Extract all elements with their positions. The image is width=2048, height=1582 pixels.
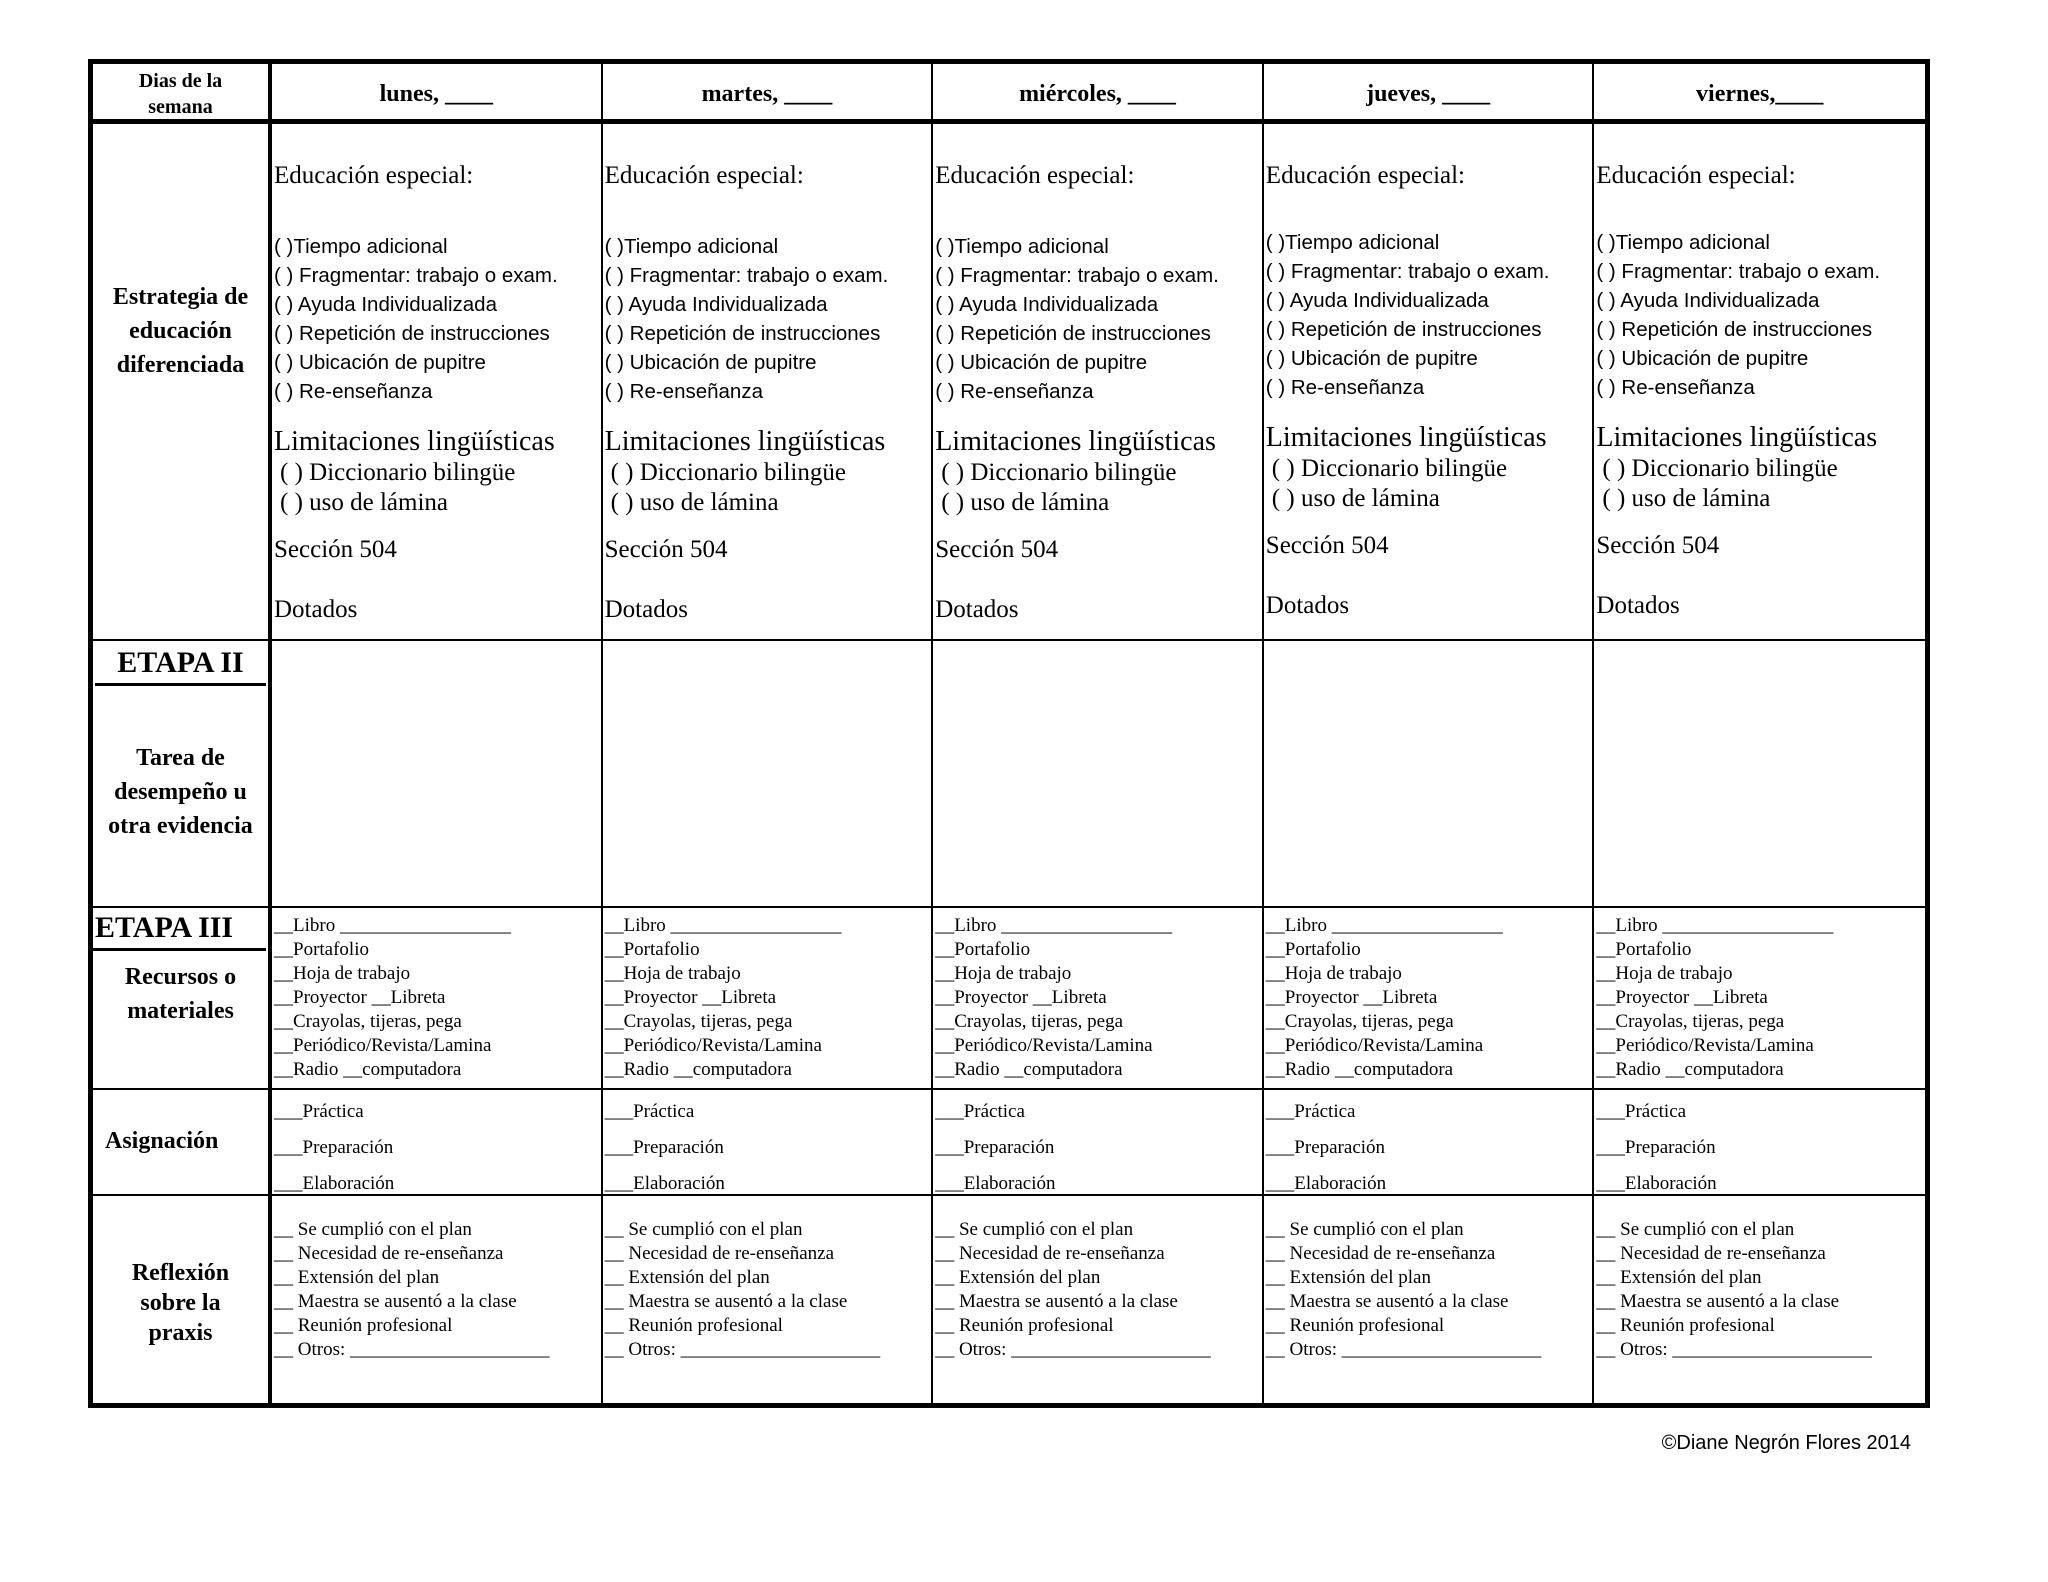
reflection-item[interactable]: __ Extensión del plan (274, 1267, 440, 1288)
language-limitations-heading: Limitaciones lingüísticas (604, 426, 886, 457)
resource-item[interactable]: __Periódico/Revista/Lamina (1596, 1035, 1814, 1056)
language-option[interactable]: ( ) Diccionario bilingüe (941, 459, 1177, 486)
special-education-options (1596, 228, 1880, 402)
task-label-line3: otra evidencia (108, 813, 253, 839)
strategy-option[interactable]: ( ) Repetición de instrucciones (274, 322, 550, 345)
assignment-item[interactable]: ___Práctica (274, 1101, 364, 1122)
strategy-label-line3: diferenciada (116, 352, 245, 378)
etapa-iii-heading: ETAPA III (93, 908, 266, 951)
resource-item[interactable]: __Crayolas, tijeras, pega (1265, 1011, 1454, 1032)
day-title: martes, ____ (701, 81, 833, 107)
task-cell[interactable] (933, 641, 1264, 908)
assignment-item[interactable]: ___Preparación (935, 1137, 1055, 1158)
etapa-ii-heading: ETAPA II (95, 641, 266, 686)
header-corner (93, 64, 272, 124)
resource-item[interactable]: __Portafolio (604, 939, 700, 960)
resource-item[interactable]: __Radio __computadora (1265, 1059, 1454, 1080)
special-education-heading: Educación especial: (604, 162, 804, 189)
task-label-line1: Tarea de (136, 745, 225, 771)
resource-item[interactable]: __Proyector __Libreta (1596, 987, 1768, 1008)
language-option[interactable]: ( ) uso de lámina (610, 489, 779, 516)
gifted-label: Dotados (274, 596, 358, 623)
assignment-item[interactable]: ___Práctica (1265, 1101, 1356, 1122)
strategy-option[interactable]: ( ) Ubicación de pupitre (604, 351, 817, 374)
language-option[interactable]: ( ) Diccionario bilingüe (1602, 455, 1838, 482)
reflection-cell (1594, 1196, 1925, 1403)
assignment-cell (272, 1090, 603, 1196)
resource-item[interactable]: __Radio __computadora (1596, 1059, 1784, 1080)
reflection-cell (933, 1196, 1264, 1403)
resource-item[interactable]: __Radio __computadora (935, 1059, 1123, 1080)
resource-item[interactable]: __Periódico/Revista/Lamina (604, 1035, 822, 1056)
resources-label-cell (93, 908, 272, 1090)
day-header-monday (272, 64, 603, 124)
section-504-label: Sección 504 (935, 536, 1059, 563)
reflection-item[interactable]: __ Otros: _____________________ (1596, 1339, 1872, 1360)
strategy-option[interactable]: ( ) Re-enseñanza (935, 380, 1094, 403)
language-option[interactable]: ( ) uso de lámina (941, 489, 1110, 516)
strategy-option[interactable]: ( )Tiempo adicional (1596, 231, 1770, 254)
reflection-item[interactable]: __ Reunión profesional (1596, 1315, 1775, 1336)
reflection-item[interactable]: __ Necesidad de re-enseñanza (604, 1243, 835, 1264)
reflection-item[interactable]: __ Maestra se ausentó a la clase (604, 1291, 848, 1312)
assignment-item[interactable]: ___Preparación (1596, 1137, 1716, 1158)
assignment-cell (933, 1090, 1264, 1196)
strategy-option[interactable]: ( ) Fragmentar: trabajo o exam. (604, 264, 889, 287)
strategy-cell (1264, 124, 1595, 641)
strategy-option[interactable]: ( )Tiempo adicional (1265, 231, 1440, 254)
resources-label-line2: materiales (127, 998, 234, 1024)
resource-item[interactable]: __Crayolas, tijeras, pega (604, 1011, 793, 1032)
resource-item[interactable]: __Portafolio (1265, 939, 1361, 960)
reflection-item[interactable]: __ Se cumplió con el plan (935, 1219, 1134, 1240)
assignment-item[interactable]: ___Elaboración (1265, 1173, 1387, 1194)
assignment-item[interactable]: ___Elaboración (935, 1173, 1056, 1194)
strategy-option[interactable]: ( ) Ayuda Individualizada (935, 293, 1159, 316)
strategy-cell (1594, 124, 1925, 641)
resources-cell (1594, 908, 1925, 1090)
language-limitations-heading: Limitaciones lingüísticas (274, 426, 555, 457)
resource-item[interactable]: __Periódico/Revista/Lamina (1265, 1035, 1484, 1056)
strategy-option[interactable]: ( ) Fragmentar: trabajo o exam. (935, 264, 1219, 287)
resource-item[interactable]: __Radio __computadora (274, 1059, 462, 1080)
strategy-option[interactable]: ( ) Ayuda Individualizada (1265, 289, 1489, 312)
reflection-item[interactable]: __ Necesidad de re-enseñanza (1596, 1243, 1826, 1264)
resource-item[interactable]: __Crayolas, tijeras, pega (1596, 1011, 1785, 1032)
resource-item[interactable]: __Portafolio (935, 939, 1031, 960)
strategy-option[interactable]: ( ) Repetición de instrucciones (1596, 318, 1873, 341)
day-header-thursday (1264, 64, 1595, 124)
resource-item[interactable]: __Periódico/Revista/Lamina (935, 1035, 1153, 1056)
reflection-item[interactable]: __ Extensión del plan (935, 1267, 1101, 1288)
resource-item[interactable]: __Proyector __Libreta (274, 987, 446, 1008)
strategy-cell (272, 124, 603, 641)
reflection-item[interactable]: __ Otros: _____________________ (604, 1339, 881, 1360)
assignment-label: Asignación (105, 1128, 219, 1154)
language-option[interactable]: ( ) Diccionario bilingüe (610, 459, 846, 486)
day-header-wednesday (933, 64, 1264, 124)
day-header-tuesday (603, 64, 934, 124)
resources-label-line1: Recursos o (124, 964, 237, 990)
resource-item[interactable]: __Libro __________________ (604, 915, 842, 936)
resource-item[interactable]: __Crayolas, tijeras, pega (935, 1011, 1124, 1032)
resource-item[interactable]: __Hoja de trabajo (1596, 963, 1733, 984)
assignment-item[interactable]: ___Preparación (1265, 1137, 1386, 1158)
resources-cell (1264, 908, 1595, 1090)
special-education-options (274, 232, 558, 406)
language-option[interactable]: ( ) Diccionario bilingüe (1271, 455, 1508, 482)
section-504-label: Sección 504 (1265, 532, 1389, 559)
strategy-option[interactable]: ( ) Fragmentar: trabajo o exam. (1596, 260, 1881, 283)
special-education-heading: Educación especial: (1265, 162, 1466, 189)
strategy-option[interactable]: ( ) Repetición de instrucciones (604, 322, 881, 345)
resource-item[interactable]: __Hoja de trabajo (935, 963, 1072, 984)
resources-cell (272, 908, 603, 1090)
strategy-option[interactable]: ( ) Ayuda Individualizada (274, 293, 497, 316)
reflection-item[interactable]: __ Reunión profesional (604, 1315, 783, 1336)
language-limitations-heading: Limitaciones lingüísticas (1265, 422, 1547, 453)
strategy-option[interactable]: ( ) Repetición de instrucciones (1265, 318, 1542, 341)
reflection-item[interactable]: __ Se cumplió con el plan (1265, 1219, 1464, 1240)
assignment-item[interactable]: ___Elaboración (274, 1173, 395, 1194)
reflection-item[interactable]: __ Otros: _____________________ (1265, 1339, 1542, 1360)
reflection-item[interactable]: __ Se cumplió con el plan (274, 1219, 472, 1240)
language-limitations-heading: Limitaciones lingüísticas (935, 426, 1216, 457)
strategy-option[interactable]: ( ) Ubicación de pupitre (1265, 347, 1478, 370)
reflection-item[interactable]: __ Maestra se ausentó a la clase (1265, 1291, 1509, 1312)
reflection-cell (1264, 1196, 1595, 1403)
strategy-option[interactable]: ( ) Re-enseñanza (1596, 376, 1755, 399)
strategy-option[interactable]: ( ) Ayuda Individualizada (604, 293, 828, 316)
strategy-option[interactable]: ( ) Ayuda Individualizada (1596, 289, 1820, 312)
strategy-cell (933, 124, 1264, 641)
language-limitations-heading: Limitaciones lingüísticas (1596, 422, 1878, 453)
resource-item[interactable]: __Portafolio (274, 939, 369, 960)
strategy-option[interactable]: ( ) Ubicación de pupitre (274, 351, 486, 374)
resource-item[interactable]: __Libro __________________ (1596, 915, 1834, 936)
assignment-item[interactable]: ___Elaboración (1596, 1173, 1717, 1194)
special-education-options (605, 232, 889, 406)
resources-cell (603, 908, 934, 1090)
assignment-label-cell (93, 1090, 272, 1196)
assignment-item[interactable]: ___Elaboración (604, 1173, 725, 1194)
reflection-item[interactable]: __ Necesidad de re-enseñanza (274, 1243, 504, 1264)
strategy-option[interactable]: ( )Tiempo adicional (604, 235, 779, 258)
strategy-label-line1: Estrategia de (112, 284, 249, 310)
assignment-cell (1594, 1090, 1925, 1196)
language-option[interactable]: ( ) uso de lámina (1271, 485, 1440, 512)
reflection-item[interactable]: __ Extensión del plan (1265, 1267, 1431, 1288)
task-cell[interactable] (603, 641, 934, 908)
resource-item[interactable]: __Hoja de trabajo (274, 963, 411, 984)
task-label-cell (93, 641, 272, 908)
strategy-option[interactable]: ( )Tiempo adicional (935, 235, 1109, 258)
reflection-cell (603, 1196, 934, 1403)
resource-item[interactable]: __Radio __computadora (604, 1059, 792, 1080)
strategy-option[interactable]: ( ) Fragmentar: trabajo o exam. (1265, 260, 1550, 283)
lesson-plan-table (88, 59, 1930, 1408)
reflection-item[interactable]: __ Se cumplió con el plan (604, 1219, 803, 1240)
reflection-item[interactable]: __ Reunión profesional (274, 1315, 453, 1336)
strategy-label-cell (93, 124, 272, 641)
reflection-label-line2: sobre la (140, 1290, 221, 1316)
resource-item[interactable]: __Libro __________________ (274, 915, 511, 936)
language-option[interactable]: ( ) Diccionario bilingüe (280, 459, 516, 486)
special-education-options (1266, 228, 1550, 402)
day-header-friday (1594, 64, 1925, 124)
language-option[interactable]: ( ) uso de lámina (1602, 485, 1771, 512)
reflection-item[interactable]: __ Maestra se ausentó a la clase (935, 1291, 1178, 1312)
task-cell[interactable] (1594, 641, 1925, 908)
assignment-item[interactable]: ___Práctica (604, 1101, 695, 1122)
resource-item[interactable]: __Proyector __Libreta (1265, 987, 1438, 1008)
strategy-option[interactable]: ( ) Re-enseñanza (1265, 376, 1425, 399)
reflection-cell (272, 1196, 603, 1403)
assignment-item[interactable]: ___Preparación (604, 1137, 724, 1158)
day-title: viernes,____ (1696, 81, 1824, 107)
strategy-cell (603, 124, 934, 641)
reflection-item[interactable]: __ Extensión del plan (1596, 1267, 1762, 1288)
reflection-item[interactable]: __ Se cumplió con el plan (1596, 1219, 1795, 1240)
assignment-cell (603, 1090, 934, 1196)
resource-item[interactable]: __Libro __________________ (1265, 915, 1503, 936)
reflection-item[interactable]: __ Reunión profesional (1265, 1315, 1445, 1336)
reflection-item[interactable]: __ Necesidad de re-enseñanza (935, 1243, 1165, 1264)
special-education-heading: Educación especial: (935, 162, 1135, 189)
strategy-option[interactable]: ( ) Re-enseñanza (274, 380, 433, 403)
day-title: miércoles, ____ (1019, 81, 1176, 107)
assignment-item[interactable]: ___Práctica (935, 1101, 1025, 1122)
strategy-option[interactable]: ( ) Repetición de instrucciones (935, 322, 1211, 345)
assignment-item[interactable]: ___Preparación (274, 1137, 394, 1158)
strategy-option[interactable]: ( ) Re-enseñanza (604, 380, 763, 403)
resource-item[interactable]: __Libro __________________ (935, 915, 1173, 936)
resource-item[interactable]: __Proyector __Libreta (604, 987, 777, 1008)
reflection-item[interactable]: __ Maestra se ausentó a la clase (1596, 1291, 1840, 1312)
language-option[interactable]: ( ) uso de lámina (280, 489, 449, 516)
reflection-item[interactable]: __ Maestra se ausentó a la clase (274, 1291, 517, 1312)
gifted-label: Dotados (604, 596, 688, 623)
copyright-notice: ©Diane Negrón Flores 2014 (1661, 1432, 1911, 1454)
assignment-item[interactable]: ___Práctica (1596, 1101, 1687, 1122)
gifted-label: Dotados (1596, 592, 1680, 619)
day-title: lunes, ____ (379, 81, 493, 107)
strategy-label-line2: educación (129, 318, 232, 344)
reflection-label-line3: praxis (148, 1320, 213, 1346)
resource-item[interactable]: __Periódico/Revista/Lamina (274, 1035, 492, 1056)
reflection-label-cell (93, 1196, 272, 1403)
reflection-item[interactable]: __ Otros: _____________________ (274, 1339, 550, 1360)
task-cell[interactable] (1264, 641, 1595, 908)
special-education-heading: Educación especial: (1596, 162, 1796, 189)
strategy-option[interactable]: ( ) Fragmentar: trabajo o exam. (274, 264, 558, 287)
strategy-option[interactable]: ( ) Ubicación de pupitre (935, 351, 1148, 374)
reflection-item[interactable]: __ Extensión del plan (604, 1267, 770, 1288)
reflection-item[interactable]: __ Necesidad de re-enseñanza (1265, 1243, 1496, 1264)
special-education-options (935, 232, 1219, 406)
corner-label-line1: Dias de la (138, 70, 223, 92)
corner-label-line2: semana (148, 96, 213, 118)
gifted-label: Dotados (935, 596, 1019, 623)
day-title: jueves, ____ (1366, 81, 1491, 107)
resource-item[interactable]: __Crayolas, tijeras, pega (274, 1011, 462, 1032)
section-504-label: Sección 504 (274, 536, 397, 563)
gifted-label: Dotados (1265, 592, 1350, 619)
section-504-label: Sección 504 (604, 536, 728, 563)
section-504-label: Sección 504 (1596, 532, 1720, 559)
reflection-item[interactable]: __ Otros: _____________________ (935, 1339, 1211, 1360)
strategy-option[interactable]: ( )Tiempo adicional (274, 235, 448, 258)
assignment-cell (1264, 1090, 1595, 1196)
reflection-label-line1: Reflexión (131, 1260, 230, 1286)
resource-item[interactable]: __Portafolio (1596, 939, 1692, 960)
task-cell[interactable] (272, 641, 603, 908)
reflection-item[interactable]: __ Reunión profesional (935, 1315, 1114, 1336)
special-education-heading: Educación especial: (274, 162, 474, 189)
strategy-option[interactable]: ( ) Ubicación de pupitre (1596, 347, 1809, 370)
resource-item[interactable]: __Hoja de trabajo (604, 963, 741, 984)
resource-item[interactable]: __Proyector __Libreta (935, 987, 1107, 1008)
resource-item[interactable]: __Hoja de trabajo (1265, 963, 1402, 984)
task-label-line2: desempeño u (114, 779, 247, 805)
resources-cell (933, 908, 1264, 1090)
